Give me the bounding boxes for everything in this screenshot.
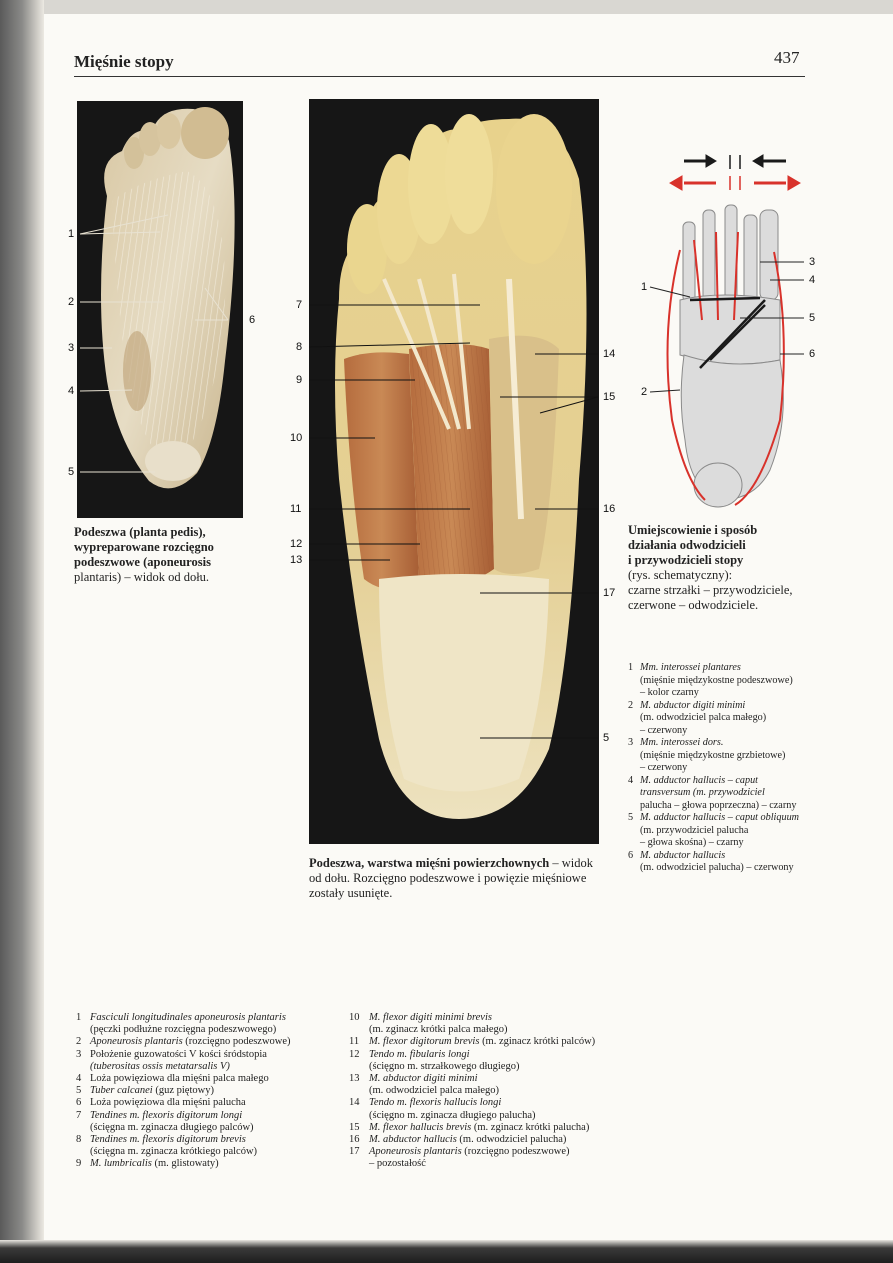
fig3-label-1: 1 [641, 281, 648, 293]
fig3-legend-item: 5 M. adductor hallucis – caput obliquum (m. przywodziciel palucha – głowa skośna) – czarny [628, 812, 800, 848]
legend-item: 12 Tendo m. fibularis longi (ścięgno m. strzałkowego długiego) [349, 1048, 520, 1072]
legend-item: 17 Aponeurosis plantaris (rozcięgno podeszwowe) – pozostałość [349, 1146, 570, 1170]
fig3-legend-item: 2 M. abductor digiti minimi (m. odwodziciel palca małego) – czerwony [628, 699, 767, 736]
fig2-label-11: 11 [290, 503, 302, 515]
fig1-label-4: 4 [68, 385, 75, 397]
fig1-label-3: 3 [68, 342, 75, 354]
fig1-caption-line2: wypreparowane rozcięgno [74, 540, 214, 554]
fig2-label-5: 5 [603, 732, 610, 744]
fig1-label-5: 5 [68, 466, 75, 478]
fig1-caption [74, 525, 274, 585]
fig1-label-1: 1 [68, 228, 75, 240]
legend-item: 3 Położenie guzowatości V kości śródstopia (tuberositas ossis metatarsalis V) [76, 1048, 267, 1072]
superficial-muscles-photo [309, 99, 599, 844]
fig2-label-13: 13 [290, 554, 303, 566]
legend-right [349, 1012, 629, 1171]
legend-item: 16 M. abductor hallucis (m. odwodziciel palucha) [349, 1134, 567, 1146]
scan-border-top [0, 0, 893, 14]
legend-left [76, 1012, 336, 1171]
fig2-caption-line3: zostały usunięte. [309, 886, 393, 900]
fig3-legend-item: 3 Mm. interossei dors. (mięśnie międzykostne grzbietowe) – czerwony [628, 737, 786, 773]
legend-item: 4 Loża powięziowa dla mięśni palca małego [76, 1073, 269, 1085]
legend-item: 6 Loża powięziowa dla mięśni palucha [76, 1097, 246, 1109]
fig2-label-9: 9 [296, 374, 303, 386]
legend-item: 9 M. lumbricalis (m. glistowaty) [76, 1158, 219, 1170]
fig3-legend-item: 4 M. adductor hallucis – caput transversum (m. przywodziciel palucha – głowa poprzeczna) – czarny [628, 774, 797, 811]
fig2-caption-rest: – widok [549, 856, 594, 870]
header-rule [74, 76, 805, 77]
fig3-caption-1: Umiejscowienie i sposób [628, 523, 758, 537]
fig2-label-14: 14 [603, 348, 616, 360]
legend-item: 15 M. flexor hallucis brevis (m. zginacz krótki palucha) [349, 1121, 590, 1133]
fig3-caption [628, 523, 828, 613]
fig2-label-17: 17 [603, 587, 616, 599]
fig1-caption-line4: plantaris) – widok od dołu. [74, 570, 210, 584]
fig2-label-16: 16 [603, 503, 616, 515]
fig2-caption-bold: Podeszwa, warstwa mięśni powierzchownych [309, 856, 550, 870]
legend-item: 11 M. flexor digitorum brevis (m. zginacz krótki palców) [349, 1036, 596, 1048]
legend-item: 14 Tendo m. flexoris hallucis longi (ścięgno m. zginacza długiego palucha) [349, 1097, 536, 1121]
legend-item: 10 M. flexor digiti minimi brevis (m. zginacz krótki palca małego) [349, 1012, 508, 1036]
fig3-label-3: 3 [809, 256, 816, 268]
scan-border-bottom [0, 1240, 893, 1263]
fig3-legend-item: 6 M. abductor hallucis (m. odwodziciel palucha) – czerwony [628, 849, 794, 873]
fig3-label-4: 4 [809, 274, 816, 286]
fig3-caption-6: czerwone – odwodziciele. [628, 598, 759, 612]
fig3-caption-3: i przywodzicieli stopy [628, 553, 744, 567]
fig3-legend-item: 1 Mm. interossei plantares (mięśnie międzykostne podeszwowe) – kolor czarny [628, 662, 793, 698]
fig2-caption-line2: od dołu. Rozcięgno podeszwowe i powięzie mięśniowe [309, 871, 587, 885]
fig1-caption-line1: Podeszwa (planta pedis), [74, 525, 206, 539]
fig2-label-7: 7 [296, 299, 303, 311]
legend-item: 1 Fasciculi longitudinales aponeurosis plantaris (pęczki podłużne rozcięgna podeszwowego) [76, 1012, 286, 1036]
fig2-label-15: 15 [603, 391, 616, 403]
legend-item: 5 Tuber calcanei (guz piętowy) [76, 1085, 214, 1097]
fig3-label-2: 2 [641, 386, 648, 398]
fig3-label-6: 6 [809, 348, 816, 360]
page-number: 437 [774, 48, 800, 67]
fig3-legend [628, 662, 828, 875]
scan-book-gutter [0, 0, 44, 1263]
fig1-label-6: 6 [249, 314, 256, 326]
fig2-label-12: 12 [290, 538, 303, 550]
legend-item: 13 M. abductor digiti minimi (m. odwodziciel palca małego) [349, 1073, 500, 1097]
page-title: Mięśnie stopy [74, 52, 174, 71]
fig3-caption-5: czarne strzałki – przywodziciele, [628, 583, 793, 597]
plantar-aponeurosis-photo [77, 101, 243, 518]
fig2-label-8: 8 [296, 341, 303, 353]
fig1-caption-line3: podeszwowe (aponeurosis [74, 555, 211, 569]
fig3-caption-4: (rys. schematyczny): [628, 568, 733, 582]
fig2-caption [309, 856, 629, 901]
legend-item: 7 Tendines m. flexoris digitorum longi (ścięgna m. zginacza długiego palców) [76, 1109, 254, 1133]
legend-item: 2 Aponeurosis plantaris (rozcięgno podeszwowe) [76, 1036, 291, 1048]
legend-item: 8 Tendines m. flexoris digitorum brevis (ścięgna m. zginacza krótkiego palców) [76, 1134, 258, 1158]
fig3-label-5: 5 [809, 312, 816, 324]
fig1-label-2: 2 [68, 296, 75, 308]
fig2-label-10: 10 [290, 432, 303, 444]
fig3-caption-2: działania odwodzicieli [628, 538, 746, 552]
